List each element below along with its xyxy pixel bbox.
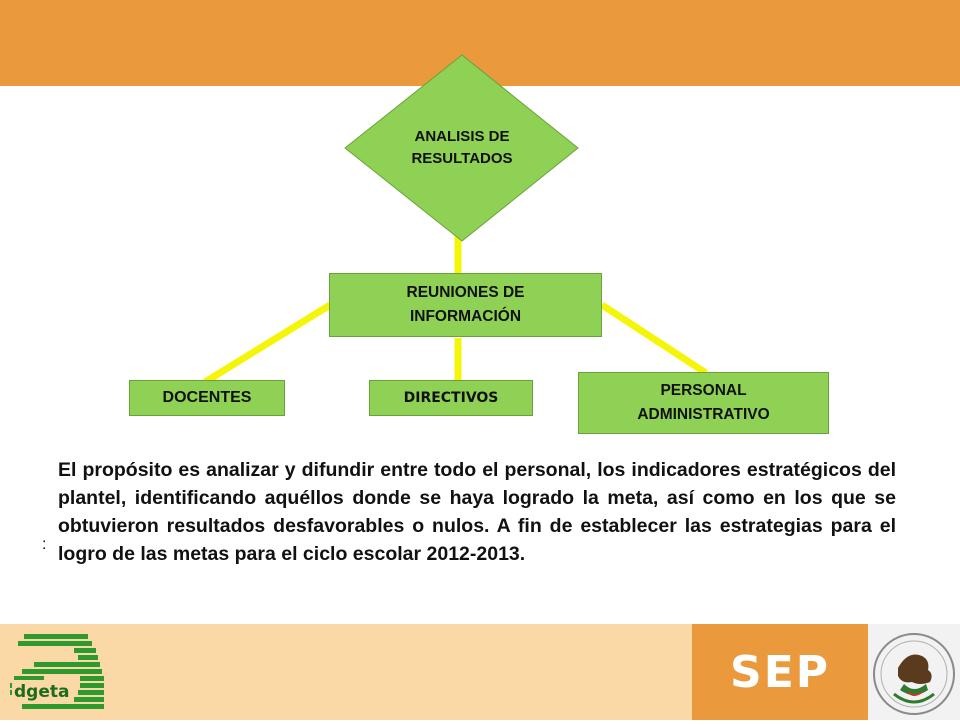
docentes-node: DOCENTES bbox=[129, 380, 285, 416]
reuniones-node: REUNIONES DE INFORMACIÓN bbox=[329, 273, 602, 337]
sep-logo bbox=[692, 624, 868, 720]
dgeta-logo-icon bbox=[4, 630, 110, 716]
connector-middle-docentes bbox=[205, 305, 330, 382]
colon-mark: : bbox=[42, 536, 47, 553]
connector-middle-personal bbox=[602, 305, 706, 373]
mexico-seal bbox=[868, 624, 960, 720]
dgeta-logo bbox=[4, 630, 110, 716]
purpose-paragraph: El propósito es analizar y difundir entre todo el personal, los indicadores estratégicos del plantel, identificando aquéllos donde se haya logrado la meta, así como en los que se obtuvieron resultados desfavorables o nulos. A fin de establecer las estrategias para el logro de las metas para el ciclo escolar 2012-2013. bbox=[58, 459, 896, 565]
mexican-coat-of-arms-icon bbox=[868, 624, 960, 720]
personal-administrativo-node: PERSONAL ADMINISTRATIVO bbox=[578, 372, 829, 434]
analisis-node-label: ANALISIS DE RESULTADOS bbox=[411, 128, 513, 167]
sep-logo-text: SEP bbox=[730, 646, 830, 698]
dgeta-logo-text: dgeta bbox=[14, 682, 70, 702]
directivos-node: DIRECTIVOS bbox=[369, 380, 533, 416]
